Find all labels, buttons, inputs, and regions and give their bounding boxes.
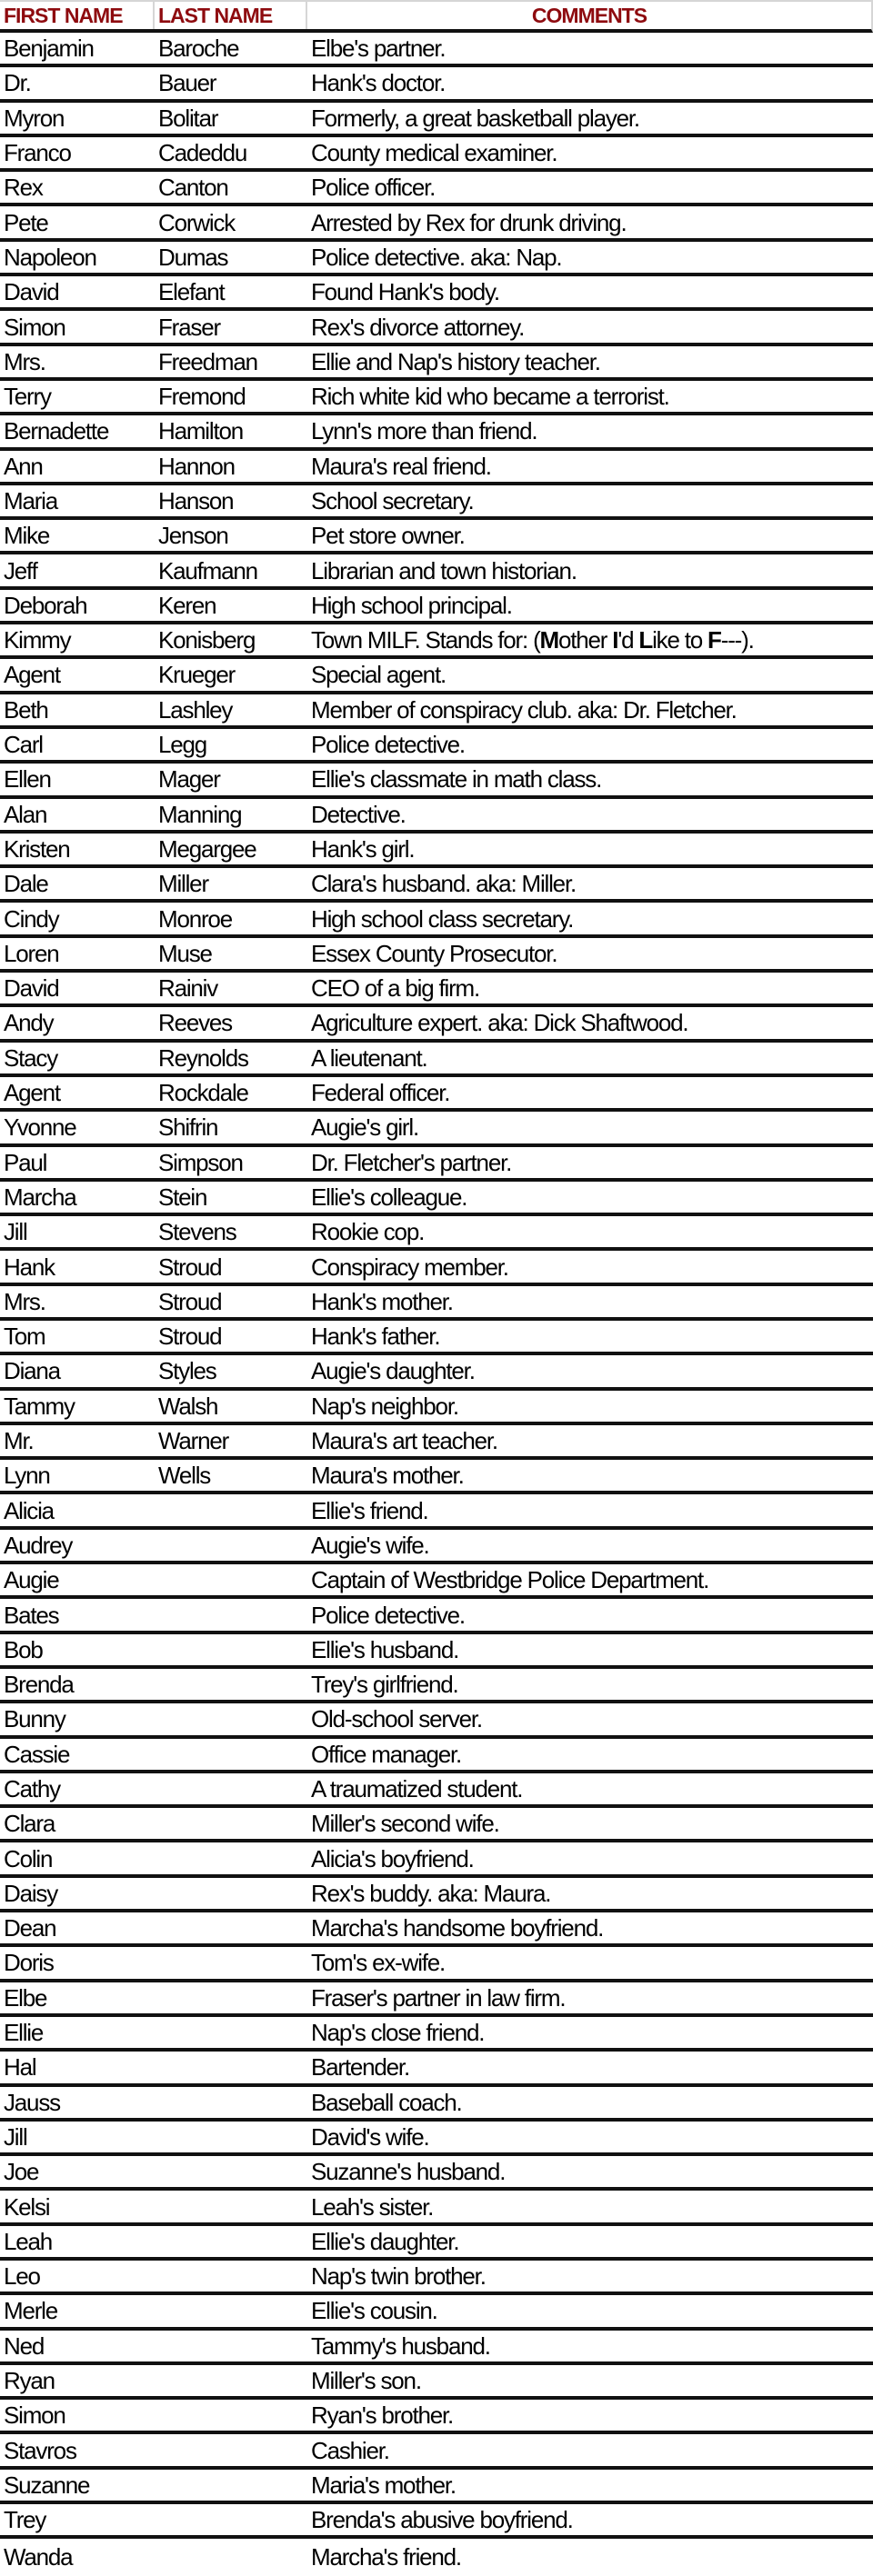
comment-cell: Rex's divorce attorney. xyxy=(311,313,525,341)
table-row xyxy=(0,903,873,937)
first-name-cell: Jill xyxy=(4,1218,27,1246)
first-name-cell: Agent xyxy=(4,1079,60,1107)
comment-cell: Fraser's partner in law firm. xyxy=(311,1983,566,2012)
comment-cell: Maura's art teacher. xyxy=(311,1427,497,1455)
first-name-cell: Augie xyxy=(4,1566,59,1594)
comment-cell: Baseball coach. xyxy=(311,2088,462,2116)
first-name-cell: Carl xyxy=(4,731,43,759)
comment-cell: Arrested by Rex for drunk driving. xyxy=(311,208,627,236)
first-name-cell: Agent xyxy=(4,661,60,689)
first-name-cell: Terry xyxy=(4,383,51,411)
last-name-cell: Hanson xyxy=(158,487,234,514)
table-row xyxy=(0,590,873,624)
table-row xyxy=(0,67,873,102)
first-name-cell: Jauss xyxy=(4,2088,60,2116)
comment-cell: Ellie's colleague. xyxy=(311,1183,467,1211)
table-row xyxy=(0,1077,873,1112)
table-row xyxy=(0,2504,873,2539)
first-name-cell: Simon xyxy=(4,313,65,341)
last-name-cell: Miller xyxy=(158,870,208,898)
table-row xyxy=(0,659,873,694)
first-name-cell: Pete xyxy=(4,208,48,236)
first-name-cell: Loren xyxy=(4,939,59,967)
comment-cell: Clara's husband. aka: Miller. xyxy=(311,870,576,898)
first-name-cell: Myron xyxy=(4,104,65,132)
comment-cell: Lynn's more than friend. xyxy=(311,417,537,445)
first-name-cell: Cassie xyxy=(4,1740,70,1768)
last-name-cell: Manning xyxy=(158,800,242,828)
table-row xyxy=(0,1739,873,1773)
table-row xyxy=(0,2017,873,2052)
comment-cell: County medical examiner. xyxy=(311,139,557,167)
table-row xyxy=(0,1043,873,1077)
last-name-cell: Monroe xyxy=(158,904,232,933)
last-name-cell: Hannon xyxy=(158,452,235,480)
comment-cell: Ryan's brother. xyxy=(311,2401,454,2430)
last-name-cell: Baroche xyxy=(158,35,239,63)
header-first-name: FIRST NAME xyxy=(0,2,155,29)
comment-text: Town MILF. Stands for: ( xyxy=(311,626,540,654)
table-row xyxy=(0,485,873,520)
comment-cell: Trey's girlfriend. xyxy=(311,1671,458,1699)
last-name-cell: Walsh xyxy=(158,1392,218,1420)
table-row xyxy=(0,1808,873,1842)
last-name-cell: Bauer xyxy=(158,69,216,97)
comment-cell: Bartender. xyxy=(311,2053,409,2082)
comment-emphasis: L xyxy=(638,626,653,654)
first-name-cell: Kristen xyxy=(4,834,70,863)
table-row xyxy=(0,451,873,485)
comment-cell: Suzanne's husband. xyxy=(311,2158,506,2186)
comment-cell: David's wife. xyxy=(311,2122,429,2151)
table-row xyxy=(0,1494,873,1529)
table-row xyxy=(0,1147,873,1182)
last-name-cell: Stroud xyxy=(158,1287,222,1315)
first-name-cell: Diana xyxy=(4,1357,60,1385)
comment-cell: CEO of a big firm. xyxy=(311,974,480,1003)
table-row xyxy=(0,1878,873,1912)
comment-cell: Found Hank's body. xyxy=(311,278,499,306)
first-name-cell: Ned xyxy=(4,2331,45,2360)
first-name-cell: Andy xyxy=(4,1009,54,1037)
first-name-cell: Beth xyxy=(4,695,48,724)
comment-cell: A traumatized student. xyxy=(311,1774,523,1802)
table-row xyxy=(0,1286,873,1321)
comment-cell: Brenda's abusive boyfriend. xyxy=(311,2506,573,2534)
table-row xyxy=(0,2087,873,2122)
first-name-cell: Leah xyxy=(4,2227,53,2255)
comment-cell: Tom's ex-wife. xyxy=(311,1949,446,1977)
comment-cell: Augie's daughter. xyxy=(311,1357,475,1385)
last-name-cell: Dumas xyxy=(158,243,228,271)
comment-cell: Marcha's friend. xyxy=(311,2542,461,2571)
table-row xyxy=(0,346,873,381)
first-name-cell: Doris xyxy=(4,1949,54,1977)
comment-text: ike to xyxy=(652,626,708,654)
comment-cell: Maura's mother. xyxy=(311,1462,464,1490)
comment-cell: School secretary. xyxy=(311,487,474,514)
comment-cell: Office manager. xyxy=(311,1740,462,1768)
table-row xyxy=(0,103,873,137)
comment-cell: Special agent. xyxy=(311,661,446,689)
first-name-cell: Merle xyxy=(4,2297,58,2325)
table-row xyxy=(0,1460,873,1494)
comment-cell: Ellie's friend. xyxy=(311,1496,428,1524)
comment-cell: Maria's mother. xyxy=(311,2471,456,2499)
comment-cell: Pet store owner. xyxy=(311,522,465,550)
first-name-cell: Dale xyxy=(4,870,48,898)
table-row xyxy=(0,1007,873,1042)
first-name-cell: Jeff xyxy=(4,556,37,584)
comment-cell: Nap's close friend. xyxy=(311,2019,485,2047)
last-name-cell: Stein xyxy=(158,1183,207,1211)
table-row xyxy=(0,206,873,241)
table-row xyxy=(0,938,873,973)
first-name-cell: Dr. xyxy=(4,69,31,97)
comment-emphasis: M xyxy=(539,626,558,654)
table-row xyxy=(0,137,873,172)
first-name-cell: Deborah xyxy=(4,591,87,619)
last-name-cell: Freedman xyxy=(158,347,257,375)
table-row xyxy=(0,1112,873,1146)
first-name-cell: Leo xyxy=(4,2262,40,2291)
first-name-cell: Wanda xyxy=(4,2542,73,2571)
comment-cell xyxy=(307,624,873,655)
last-name-cell: Elefant xyxy=(158,278,225,306)
comment-cell: Marcha's handsome boyfriend. xyxy=(311,1914,604,1942)
comment-cell: Essex County Prosecutor. xyxy=(311,939,557,967)
last-name-cell: Stroud xyxy=(158,1323,222,1351)
comment-cell: Rookie cop. xyxy=(311,1218,425,1246)
table-body xyxy=(0,33,873,2574)
last-name-cell: Jenson xyxy=(158,522,228,550)
table-row xyxy=(0,1912,873,1947)
comment-cell: Police detective. aka: Nap. xyxy=(311,243,562,271)
table-row xyxy=(0,1251,873,1285)
first-name-cell: Franco xyxy=(4,139,71,167)
table-row xyxy=(0,1182,873,1216)
table-row xyxy=(0,799,873,834)
table-row xyxy=(0,973,873,1007)
comment-cell: Ellie's husband. xyxy=(311,1635,459,1663)
first-name-cell: Trey xyxy=(4,2506,46,2534)
comment-emphasis: F xyxy=(707,626,721,654)
table-row xyxy=(0,2470,873,2504)
comment-text: other xyxy=(558,626,613,654)
comment-cell: Old-school server. xyxy=(311,1705,482,1733)
first-name-cell: Mrs. xyxy=(4,347,45,375)
first-name-cell: Mrs. xyxy=(4,1287,45,1315)
table-row xyxy=(0,764,873,798)
header-last-name: LAST NAME xyxy=(155,2,307,29)
table-row xyxy=(0,2156,873,2191)
table-row xyxy=(0,1321,873,1355)
comment-cell: Augie's wife. xyxy=(311,1531,429,1559)
table-header xyxy=(0,0,873,33)
table-row xyxy=(0,2052,873,2086)
last-name-cell: Cadeddu xyxy=(158,139,247,167)
first-name-cell: Maria xyxy=(4,487,58,514)
comment-cell: Dr. Fletcher's partner. xyxy=(311,1148,512,1176)
comment-cell: Miller's second wife. xyxy=(311,1810,499,1838)
first-name-cell: Lynn xyxy=(4,1462,50,1490)
comment-cell: Ellie's cousin. xyxy=(311,2297,437,2325)
first-name-cell: Ellen xyxy=(4,765,51,794)
comment-cell: Leah's sister. xyxy=(311,2192,434,2221)
comment-cell: Hank's doctor. xyxy=(311,69,446,97)
table-row xyxy=(0,694,873,729)
comment-cell: A lieutenant. xyxy=(311,1043,427,1072)
comment-cell: Ellie's classmate in math class. xyxy=(311,765,602,794)
first-name-cell: Daisy xyxy=(4,1879,58,1907)
comment-cell: Hank's father. xyxy=(311,1323,440,1351)
first-name-cell: Brenda xyxy=(4,1671,74,1699)
table-row xyxy=(0,554,873,589)
last-name-cell: Kaufmann xyxy=(158,556,257,584)
table-row xyxy=(0,242,873,276)
first-name-cell: Alicia xyxy=(4,1496,54,1524)
comment-cell: Cashier. xyxy=(311,2436,389,2464)
first-name-cell: Cathy xyxy=(4,1774,60,1802)
table-row xyxy=(0,1669,873,1703)
last-name-cell: Megargee xyxy=(158,834,256,863)
comment-cell: Federal officer. xyxy=(311,1079,450,1107)
first-name-cell: Ryan xyxy=(4,2367,55,2395)
table-row xyxy=(0,1391,873,1425)
comment-cell: High school class secretary. xyxy=(311,904,574,933)
comment-cell: Rex's buddy. aka: Maura. xyxy=(311,1879,551,1907)
comment-cell: Formerly, a great basketball player. xyxy=(311,104,639,132)
table-row xyxy=(0,311,873,345)
last-name-cell: Wells xyxy=(158,1462,211,1490)
first-name-cell: Rex xyxy=(4,174,43,202)
last-name-cell: Legg xyxy=(158,731,207,759)
table-row xyxy=(0,2122,873,2156)
last-name-cell: Stevens xyxy=(158,1218,236,1246)
last-name-cell: Reeves xyxy=(158,1009,232,1037)
comment-cell: Ellie and Nap's history teacher. xyxy=(311,347,600,375)
table-row xyxy=(0,2226,873,2261)
comment-cell: Hank's mother. xyxy=(311,1287,453,1315)
last-name-cell: Styles xyxy=(158,1357,216,1385)
first-name-cell: Jill xyxy=(4,2122,27,2151)
last-name-cell: Rockdale xyxy=(158,1079,248,1107)
comment-cell: High school principal. xyxy=(311,591,512,619)
first-name-cell: Yvonne xyxy=(4,1113,76,1142)
first-name-cell: Audrey xyxy=(4,1531,73,1559)
first-name-cell: Stacy xyxy=(4,1043,58,1072)
first-name-cell: Mike xyxy=(4,522,50,550)
table-row xyxy=(0,2434,873,2469)
table-row xyxy=(0,868,873,903)
first-name-cell: Simon xyxy=(4,2401,65,2430)
first-name-cell: Elbe xyxy=(4,1983,47,2012)
first-name-cell: Napoleon xyxy=(4,243,96,271)
table-row xyxy=(0,33,873,67)
comment-cell: Ellie's daughter. xyxy=(311,2227,459,2255)
last-name-cell: Fremond xyxy=(158,383,246,411)
comment-cell: Librarian and town historian. xyxy=(311,556,577,584)
first-name-cell: Stavros xyxy=(4,2436,76,2464)
first-name-cell: Ellie xyxy=(4,2019,44,2047)
table-row xyxy=(0,2295,873,2330)
table-row xyxy=(0,2261,873,2295)
comment-cell: Elbe's partner. xyxy=(311,35,446,63)
first-name-cell: Colin xyxy=(4,1844,53,1872)
table-row xyxy=(0,172,873,206)
table-row xyxy=(0,1530,873,1564)
comment-cell: Police detective. xyxy=(311,1601,465,1629)
comment-cell: Agriculture expert. aka: Dick Shaftwood. xyxy=(311,1009,688,1037)
last-name-cell: Canton xyxy=(158,174,228,202)
first-name-cell: Clara xyxy=(4,1810,55,1838)
last-name-cell: Stroud xyxy=(158,1253,222,1281)
last-name-cell: Corwick xyxy=(158,208,236,236)
table-row xyxy=(0,2539,873,2573)
comment-cell: Member of conspiracy club. aka: Dr. Fletcher. xyxy=(311,695,737,724)
table-row xyxy=(0,1947,873,1982)
first-name-cell: Ann xyxy=(4,452,43,480)
last-name-cell: Bolitar xyxy=(158,104,218,132)
first-name-cell: Dean xyxy=(4,1914,56,1942)
first-name-cell: Tammy xyxy=(4,1392,75,1420)
last-name-cell: Rainiv xyxy=(158,974,218,1003)
comment-cell: Nap's twin brother. xyxy=(311,2262,486,2291)
last-name-cell: Lashley xyxy=(158,695,233,724)
comment-cell: Maura's real friend. xyxy=(311,452,491,480)
first-name-cell: Mr. xyxy=(4,1427,34,1455)
table-row xyxy=(0,1599,873,1633)
table-row xyxy=(0,1425,873,1460)
table-row xyxy=(0,1216,873,1251)
table-row xyxy=(0,2365,873,2400)
comment-cell: Miller's son. xyxy=(311,2367,421,2395)
comment-cell: Police detective. xyxy=(311,731,465,759)
comment-cell: Rich white kid who became a terrorist. xyxy=(311,383,669,411)
header-comments: COMMENTS xyxy=(531,4,647,27)
first-name-cell: Bernadette xyxy=(4,417,109,445)
comment-emphasis: I xyxy=(612,626,618,654)
last-name-cell: Simpson xyxy=(158,1148,243,1176)
table-row xyxy=(0,2331,873,2365)
table-row xyxy=(0,624,873,659)
table-row xyxy=(0,1703,873,1738)
table-row xyxy=(0,1355,873,1390)
last-name-cell: Shifrin xyxy=(158,1113,218,1142)
last-name-cell: Fraser xyxy=(158,313,220,341)
table-row xyxy=(0,276,873,311)
first-name-cell: David xyxy=(4,278,59,306)
first-name-cell: Suzanne xyxy=(4,2471,90,2499)
table-row xyxy=(0,1564,873,1599)
comment-cell: Captain of Westbridge Police Department. xyxy=(311,1566,709,1594)
table-row xyxy=(0,1982,873,2017)
table-row xyxy=(0,729,873,764)
comment-cell: Alicia's boyfriend. xyxy=(311,1844,474,1872)
first-name-cell: Tom xyxy=(4,1323,45,1351)
last-name-cell: Konisberg xyxy=(158,626,256,654)
last-name-cell: Krueger xyxy=(158,661,236,689)
comment-text: ---). xyxy=(720,626,754,654)
first-name-cell: Alan xyxy=(4,800,47,828)
table-row xyxy=(0,2400,873,2434)
first-name-cell: Kelsi xyxy=(4,2192,50,2221)
comment-cell: Nap's neighbor. xyxy=(311,1392,458,1420)
table-row xyxy=(0,520,873,554)
comment-text: 'd xyxy=(617,626,639,654)
table-row xyxy=(0,2191,873,2225)
first-name-cell: David xyxy=(4,974,59,1003)
last-name-cell: Warner xyxy=(158,1427,229,1455)
first-name-cell: Kimmy xyxy=(4,626,71,654)
comment-cell: Augie's girl. xyxy=(311,1113,418,1142)
first-name-cell: Hal xyxy=(4,2053,36,2082)
last-name-cell: Mager xyxy=(158,765,220,794)
first-name-cell: Cindy xyxy=(4,904,59,933)
first-name-cell: Marcha xyxy=(4,1183,76,1211)
first-name-cell: Joe xyxy=(4,2158,39,2186)
comment-cell: Conspiracy member. xyxy=(311,1253,508,1281)
table-row xyxy=(0,415,873,450)
comment-cell: Tammy's husband. xyxy=(311,2331,490,2360)
last-name-cell: Reynolds xyxy=(158,1043,248,1072)
last-name-cell: Hamilton xyxy=(158,417,243,445)
comment-cell: Police officer. xyxy=(311,174,436,202)
first-name-cell: Bunny xyxy=(4,1705,65,1733)
first-name-cell: Bates xyxy=(4,1601,59,1629)
first-name-cell: Benjamin xyxy=(4,35,94,63)
last-name-cell: Muse xyxy=(158,939,212,967)
first-name-cell: Bob xyxy=(4,1635,43,1663)
comment-cell: Hank's girl. xyxy=(311,834,415,863)
table-row xyxy=(0,1773,873,1808)
table-row xyxy=(0,381,873,415)
comment-cell: Detective. xyxy=(311,800,406,828)
table-row xyxy=(0,1634,873,1669)
table-row xyxy=(0,834,873,868)
last-name-cell: Keren xyxy=(158,591,216,619)
first-name-cell: Hank xyxy=(4,1253,55,1281)
table-row xyxy=(0,1842,873,1877)
first-name-cell: Paul xyxy=(4,1148,47,1176)
